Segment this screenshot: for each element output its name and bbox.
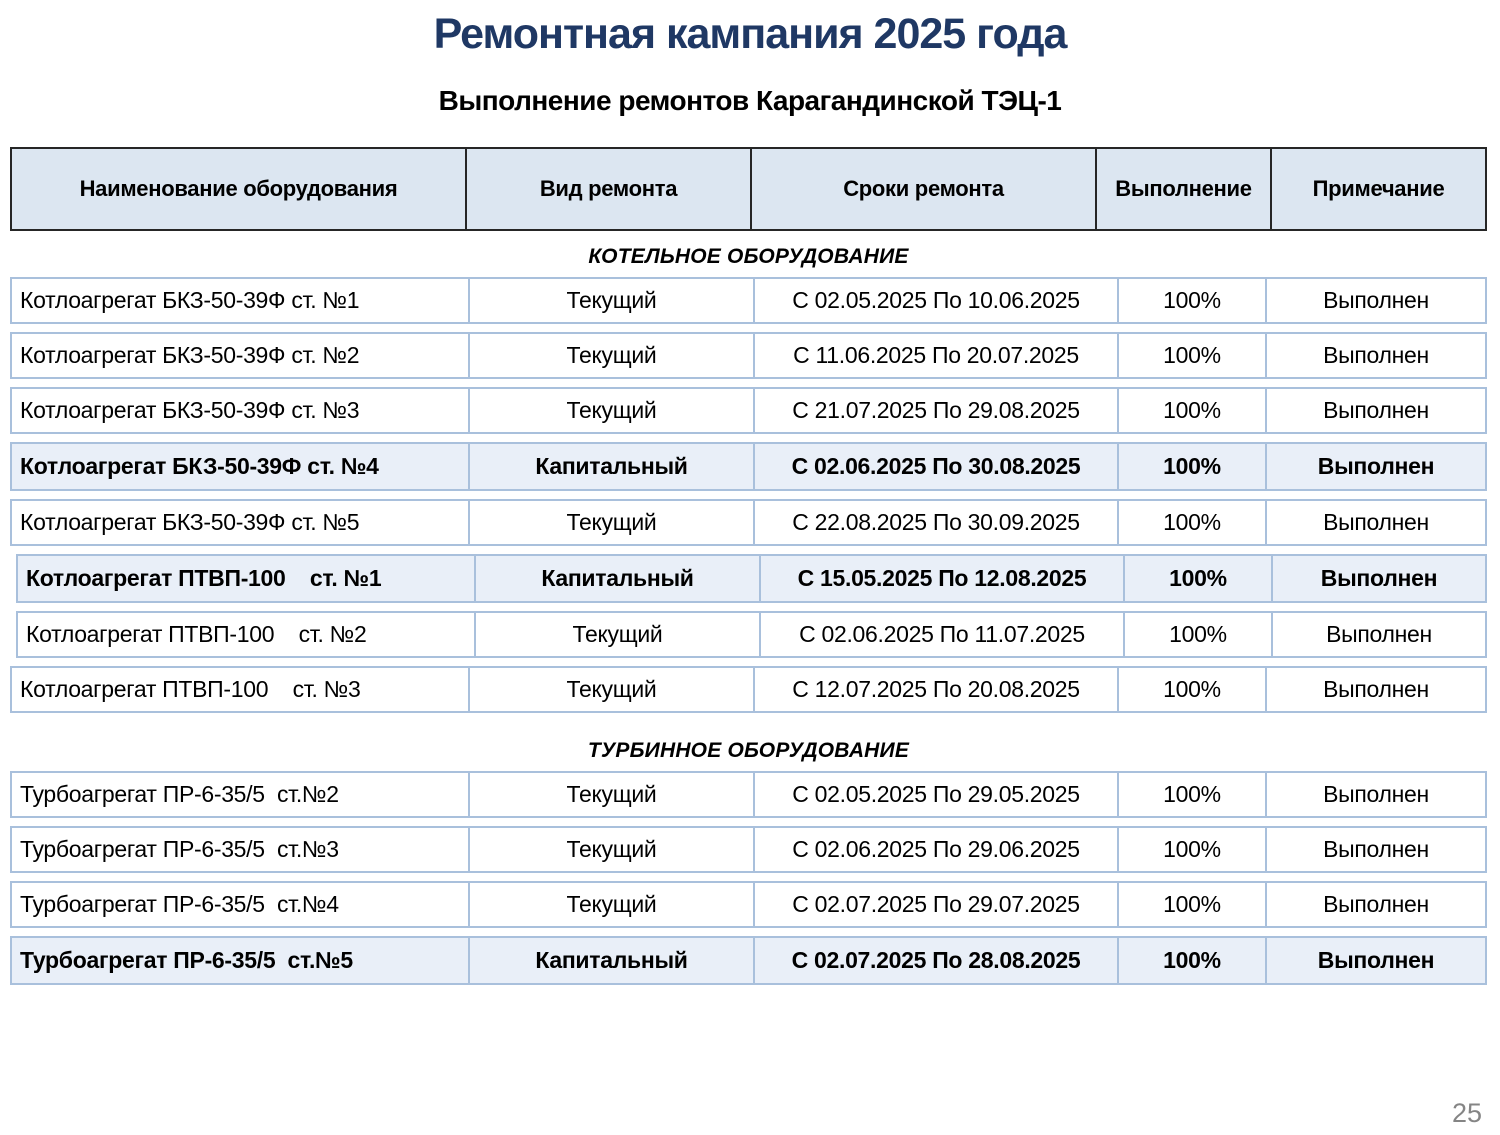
repair-period: С 22.08.2025 По 30.09.2025 <box>755 501 1119 544</box>
completion: 100% <box>1119 668 1267 711</box>
table-row <box>16 554 1487 603</box>
repair-period: С 02.06.2025 По 30.08.2025 <box>755 444 1119 489</box>
note: Выполнен <box>1323 676 1429 702</box>
table-section <box>10 245 1487 713</box>
equipment-name: Котлоагрегат БКЗ-50-39Ф ст. №4 <box>12 444 470 489</box>
note: Выполнен <box>1326 621 1432 647</box>
note: Выполнен <box>1323 509 1429 535</box>
equipment-name: Котлоагрегат БКЗ-50-39Ф ст. №3 <box>12 389 470 432</box>
repair-type: Текущий <box>470 501 755 544</box>
completion: 100% <box>1125 556 1273 601</box>
table-row <box>10 387 1487 434</box>
note: Выполнен <box>1323 397 1429 423</box>
completion: 100% <box>1119 444 1267 489</box>
repair-type: Текущий <box>470 828 755 871</box>
equipment-name: Котлоагрегат БКЗ-50-39Ф ст. №2 <box>12 334 470 377</box>
repair-type: Текущий <box>470 389 755 432</box>
table-row <box>16 611 1487 658</box>
table-header-row <box>10 147 1487 231</box>
completion: 100% <box>1119 389 1267 432</box>
completion: 100% <box>1119 334 1267 377</box>
col-header-period: Сроки ремонта <box>752 149 1097 229</box>
repair-period: С 11.06.2025 По 20.07.2025 <box>755 334 1119 377</box>
page-subtitle: Выполнение ремонтов Карагандинской ТЭЦ-1 <box>438 85 1062 116</box>
table-row <box>10 666 1487 713</box>
completion: 100% <box>1119 938 1267 983</box>
completion: 100% <box>1119 828 1267 871</box>
repair-type: Текущий <box>470 883 755 926</box>
repair-type: Текущий <box>470 334 755 377</box>
table-row <box>10 442 1487 491</box>
repair-type: Капитальный <box>470 938 755 983</box>
repair-type: Текущий <box>470 668 755 711</box>
table-row <box>10 332 1487 379</box>
repair-type: Текущий <box>470 773 755 816</box>
page-title: Ремонтная кампания 2025 года <box>433 10 1067 58</box>
repair-type: Текущий <box>470 279 755 322</box>
equipment-name: Котлоагрегат БКЗ-50-39Ф ст. №1 <box>12 279 470 322</box>
equipment-name: Турбоагрегат ПР-6-35/5 ст.№3 <box>12 828 470 871</box>
repair-type: Капитальный <box>476 556 761 601</box>
repair-type: Капитальный <box>470 444 755 489</box>
table-row <box>10 881 1487 928</box>
equipment-name: Котлоагрегат ПТВП-100 ст. №1 <box>18 556 476 601</box>
note: Выполнен <box>1323 836 1429 862</box>
repair-period: С 02.05.2025 По 10.06.2025 <box>755 279 1119 322</box>
equipment-name: Турбоагрегат ПР-6-35/5 ст.№5 <box>12 938 470 983</box>
completion: 100% <box>1119 501 1267 544</box>
table-row <box>10 936 1487 985</box>
table-sections <box>10 245 1487 985</box>
note: Выполнен <box>1323 891 1429 917</box>
equipment-name: Котлоагрегат ПТВП-100 ст. №3 <box>12 668 470 711</box>
section-rows <box>10 771 1487 985</box>
repair-period: С 02.06.2025 По 11.07.2025 <box>761 613 1125 656</box>
note: Выполнен <box>1317 947 1435 973</box>
col-header-repair-type: Вид ремонта <box>467 149 752 229</box>
equipment-name: Турбоагрегат ПР-6-35/5 ст.№4 <box>12 883 470 926</box>
equipment-name: Котлоагрегат БКЗ-50-39Ф ст. №5 <box>12 501 470 544</box>
section-heading: ТУРБИННОЕ ОБОРУДОВАНИЕ <box>587 739 910 762</box>
col-header-equipment: Наименование оборудования <box>12 149 467 229</box>
table-section <box>10 739 1487 985</box>
table-row <box>10 499 1487 546</box>
repair-period: С 15.05.2025 По 12.08.2025 <box>761 556 1125 601</box>
repair-table <box>10 147 1487 985</box>
note: Выполнен <box>1323 342 1429 368</box>
note: Выполнен <box>1317 453 1435 479</box>
table-row <box>10 771 1487 818</box>
page-number: 25 <box>1451 1098 1482 1128</box>
completion: 100% <box>1119 883 1267 926</box>
repair-period: С 12.07.2025 По 20.08.2025 <box>755 668 1119 711</box>
note: Выполнен <box>1323 287 1429 313</box>
table-row <box>10 277 1487 324</box>
completion: 100% <box>1119 773 1267 816</box>
repair-period: С 02.07.2025 По 28.08.2025 <box>755 938 1119 983</box>
col-header-note: Примечание <box>1312 176 1445 201</box>
section-rows <box>10 277 1487 713</box>
repair-period: С 21.07.2025 По 29.08.2025 <box>755 389 1119 432</box>
repair-period: С 02.05.2025 По 29.05.2025 <box>755 773 1119 816</box>
col-header-completion: Выполнение <box>1097 149 1272 229</box>
section-heading: КОТЕЛЬНОЕ ОБОРУДОВАНИЕ <box>588 245 909 268</box>
table-row <box>10 826 1487 873</box>
note: Выполнен <box>1323 781 1429 807</box>
completion: 100% <box>1119 279 1267 322</box>
note: Выполнен <box>1320 565 1438 591</box>
completion: 100% <box>1125 613 1273 656</box>
repair-period: С 02.07.2025 По 29.07.2025 <box>755 883 1119 926</box>
repair-period: С 02.06.2025 По 29.06.2025 <box>755 828 1119 871</box>
repair-type: Текущий <box>476 613 761 656</box>
equipment-name: Турбоагрегат ПР-6-35/5 ст.№2 <box>12 773 470 816</box>
equipment-name: Котлоагрегат ПТВП-100 ст. №2 <box>18 613 476 656</box>
